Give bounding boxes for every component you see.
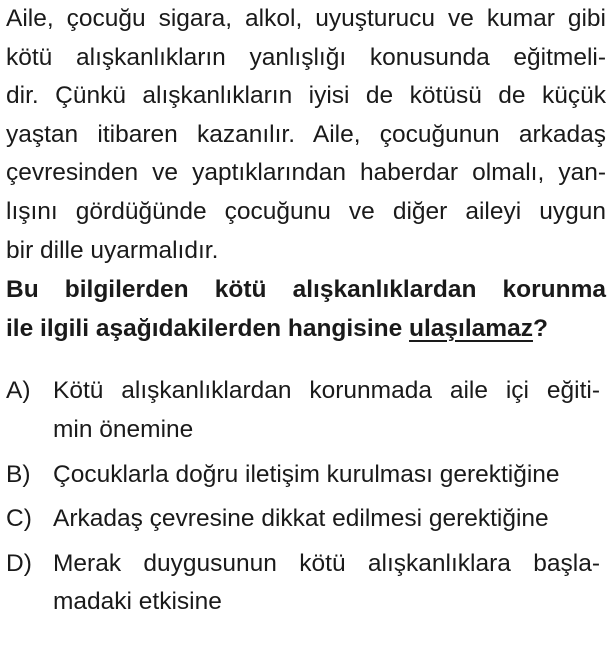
- passage-line: yaştan itibaren kazanılır. Aile, çocuğunun arkadaş: [6, 120, 606, 148]
- option-letter: C): [6, 505, 32, 533]
- option-text: Çocuklarla doğru iletişim kurulması gerektiğine: [53, 460, 560, 488]
- option-d[interactable]: [6, 545, 606, 622]
- question-line: Bu bilgilerden kötü alışkanlıklardan korunma: [6, 276, 606, 304]
- option-b[interactable]: [6, 456, 606, 495]
- option-text: madaki etkisine: [53, 588, 222, 616]
- option-text: Kötü alışkanlıklardan korunmada aile içi eğiti-: [53, 377, 600, 405]
- option-letter: D): [6, 549, 32, 577]
- option-text: Merak duygusunun kötü alışkanlıklara başla-: [53, 549, 600, 577]
- option-text: Arkadaş çevresine dikkat edilmesi gerektiğine: [53, 505, 549, 533]
- passage-line: kötü alışkanlıkların yanlışlığı konusunda eğitmeli-: [6, 43, 606, 71]
- passage-line: dir. Çünkü alışkanlıkların iyisi de kötüsü de küçük: [6, 82, 606, 110]
- option-letter: B): [6, 460, 31, 488]
- question-line: [6, 310, 606, 349]
- passage-line: lışını gördüğünde çocuğunu ve diğer aileyi uygun: [6, 197, 606, 225]
- option-a[interactable]: [6, 372, 606, 449]
- option-c[interactable]: [6, 500, 606, 539]
- question-stem: [6, 271, 606, 348]
- passage: [6, 0, 606, 270]
- question-text: ile ilgili aşağıdakilerden hangisine: [6, 314, 410, 342]
- passage-line: Aile, çocuğu sigara, alkol, uyuşturucu ve kumar gibi: [6, 5, 606, 32]
- question-page: [6, 0, 606, 628]
- option-letter: A): [6, 377, 31, 405]
- option-text: min önemine: [53, 415, 194, 443]
- question-emphasis: ulaşılamaz: [409, 314, 533, 342]
- answer-options: [6, 372, 606, 622]
- question-mark: ?: [532, 314, 548, 342]
- passage-line: çevresinden ve yaptıklarından haberdar olmalı, yan-: [6, 159, 606, 187]
- passage-line: bir dille uyarmalıdır.: [6, 236, 219, 264]
